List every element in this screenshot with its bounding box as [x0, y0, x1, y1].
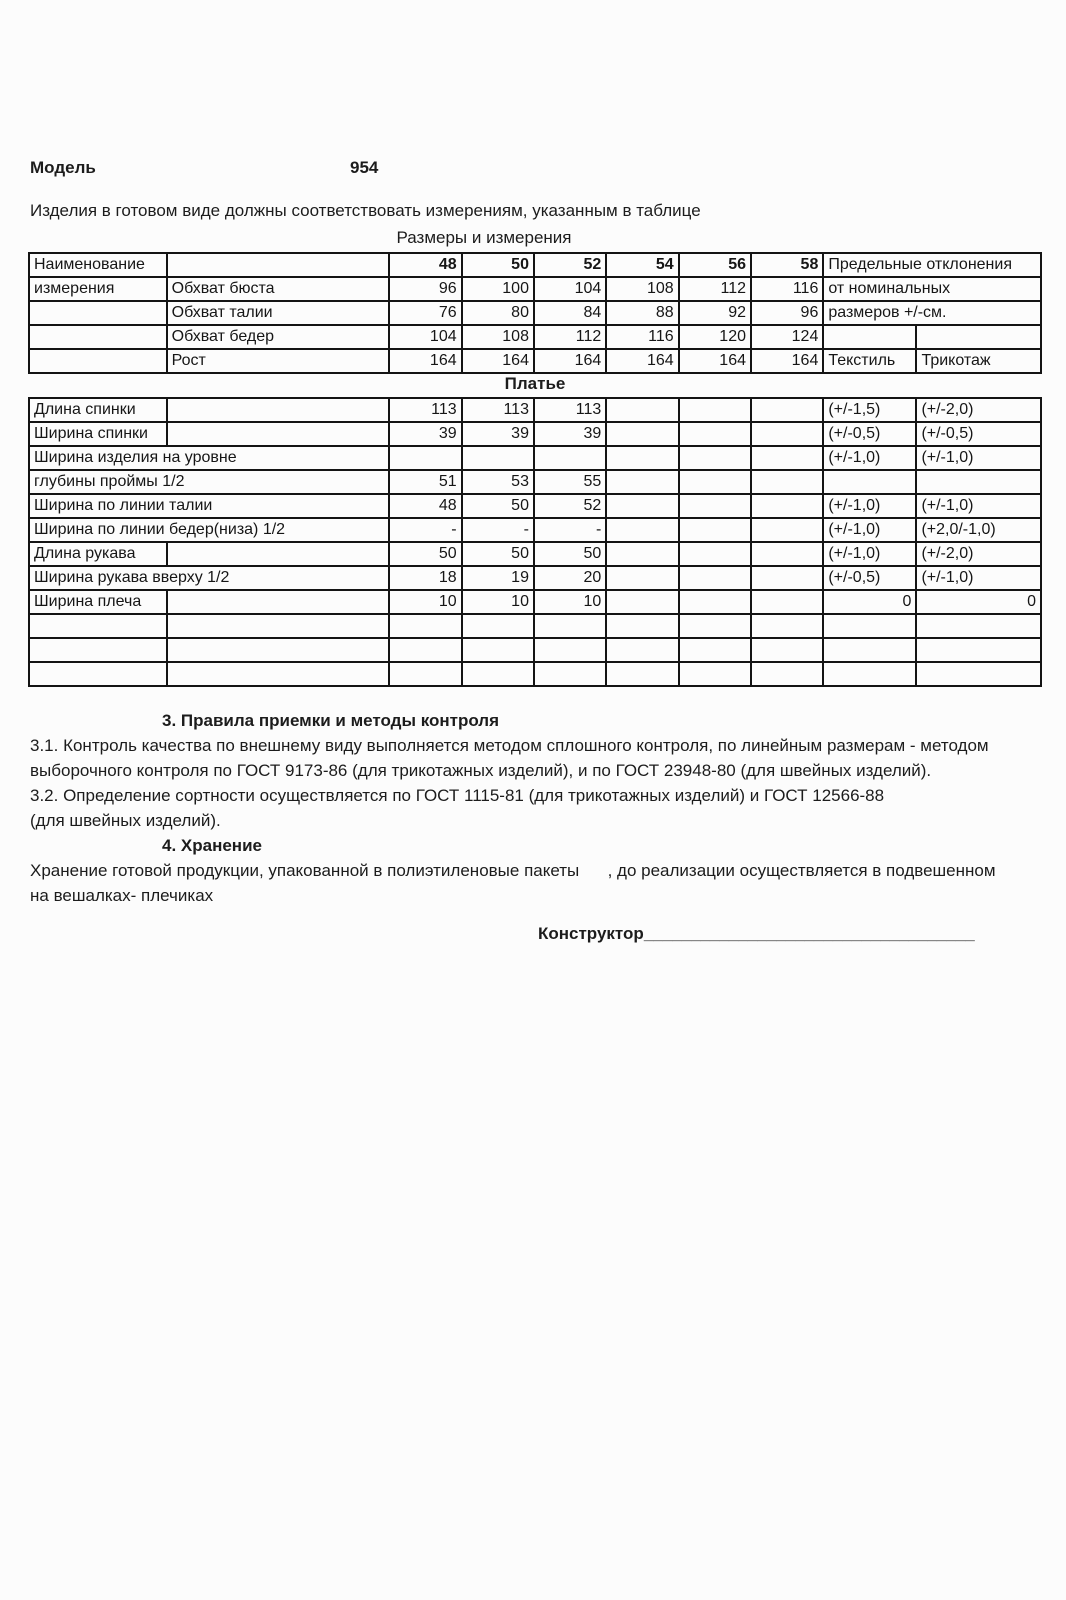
row-label-cell: Ширина по линии бедер(низа) 1/2: [29, 518, 389, 542]
row-label-cell: Обхват бедер: [167, 325, 390, 349]
value-cell: 112: [679, 277, 751, 301]
empty-cell: [167, 422, 390, 446]
value-cell: [751, 422, 823, 446]
value-cell: 108: [462, 325, 534, 349]
text-sections: [30, 708, 1042, 908]
value-cell: 112: [534, 325, 606, 349]
size-header-cell: 58: [751, 253, 823, 277]
empty-cell: [29, 325, 167, 349]
row-label-cell: Длина спинки: [29, 398, 167, 422]
table-row: [29, 325, 1041, 349]
empty-cell: [823, 614, 916, 638]
value-cell: [679, 590, 751, 614]
size-header-cell: 56: [679, 253, 751, 277]
tolerance-knitwear-cell: (+/-2,0): [916, 398, 1041, 422]
paragraph-3-1-line-1: 3.1. Контроль качества по внешнему виду выполняется методом сплошного контроля, по линейным размерам - методом: [30, 736, 989, 755]
size-header-cell: 52: [534, 253, 606, 277]
value-cell: 39: [389, 422, 461, 446]
value-cell: [679, 422, 751, 446]
value-cell: 113: [389, 398, 461, 422]
value-cell: 39: [462, 422, 534, 446]
empty-cell: [916, 662, 1041, 686]
empty-cell: [29, 349, 167, 373]
table-row: [29, 566, 1041, 590]
tolerance-knitwear-cell: (+/-0,5): [916, 422, 1041, 446]
table-row: [29, 446, 1041, 470]
tolerance-note-cell: размеров +/-см.: [823, 301, 1041, 325]
dress-section-label: Платье: [504, 374, 566, 393]
value-cell: 55: [534, 470, 606, 494]
empty-cell: [167, 542, 390, 566]
value-cell: 51: [389, 470, 461, 494]
value-cell: 88: [606, 301, 678, 325]
model-number: 954: [350, 158, 379, 177]
empty-cell: [167, 398, 390, 422]
empty-cell: [534, 638, 606, 662]
value-cell: 104: [534, 277, 606, 301]
empty-cell: [462, 662, 534, 686]
value-cell: 96: [389, 277, 461, 301]
empty-cell: [29, 301, 167, 325]
empty-cell: [389, 662, 461, 686]
size-header-cell: 48: [389, 253, 461, 277]
paragraph-3-1-line-2: выборочного контроля по ГОСТ 9173-86 (для трикотажных изделий), и по ГОСТ 23948-80 (для швейных изделий).: [30, 761, 932, 780]
row-label-cell: глубины проймы 1/2: [29, 470, 389, 494]
table-row: [29, 662, 1041, 686]
row-label-cell: Ширина рукава вверху 1/2: [29, 566, 389, 590]
value-cell: [462, 446, 534, 470]
table-row: [29, 542, 1041, 566]
value-cell: 50: [389, 542, 461, 566]
value-cell: 164: [751, 349, 823, 373]
value-cell: [534, 446, 606, 470]
acceptance-heading: 3. Правила приемки и методы контроля: [162, 711, 500, 730]
value-cell: 50: [462, 494, 534, 518]
value-cell: -: [389, 518, 461, 542]
storage-paragraph-line-2: на вешалках- плечиках: [30, 886, 214, 905]
empty-cell: [823, 662, 916, 686]
row-label-cell: Обхват бюста: [167, 277, 390, 301]
empty-cell: [823, 638, 916, 662]
value-cell: 10: [462, 590, 534, 614]
tolerance-textile-cell: (+/-0,5): [823, 566, 916, 590]
tolerance-textile-cell: (+/-0,5): [823, 422, 916, 446]
value-cell: [679, 446, 751, 470]
row-label-cell: Обхват талии: [167, 301, 390, 325]
row-label-cell: Ширина изделия на уровне: [29, 446, 389, 470]
table-row: [29, 590, 1041, 614]
row-label-cell: Рост: [167, 349, 390, 373]
table-row: [29, 349, 1041, 373]
name-header-cell: измерения: [29, 277, 167, 301]
value-cell: [679, 542, 751, 566]
empty-cell: [29, 662, 167, 686]
textile-header-cell: Текстиль: [823, 349, 916, 373]
value-cell: [606, 494, 678, 518]
value-cell: 19: [462, 566, 534, 590]
value-cell: 80: [462, 301, 534, 325]
value-cell: [751, 470, 823, 494]
empty-cell: [679, 614, 751, 638]
tolerance-knitwear-cell: (+/-1,0): [916, 446, 1041, 470]
name-header-cell: Наименование: [29, 253, 167, 277]
value-cell: 53: [462, 470, 534, 494]
empty-cell: [534, 662, 606, 686]
table-row: [29, 614, 1041, 638]
empty-cell: [29, 614, 167, 638]
value-cell: 116: [751, 277, 823, 301]
storage-paragraph-line-1: Хранение готовой продукции, упакованной в полиэтиленовые пакеты , до реализации осуществляется в подвешенном: [30, 861, 996, 880]
table-row: [29, 638, 1041, 662]
empty-cell: [751, 614, 823, 638]
tolerance-textile-cell: 0: [823, 590, 916, 614]
tolerance-knitwear-cell: 0: [916, 590, 1041, 614]
empty-cell: [389, 638, 461, 662]
value-cell: -: [534, 518, 606, 542]
value-cell: 113: [534, 398, 606, 422]
value-cell: [606, 470, 678, 494]
tolerance-header-cell: Предельные отклонения: [823, 253, 1041, 277]
value-cell: [679, 566, 751, 590]
tolerance-note-cell: от номинальных: [823, 277, 1041, 301]
empty-cell: [167, 614, 390, 638]
tolerance-textile-cell: (+/-1,0): [823, 446, 916, 470]
empty-cell: [389, 614, 461, 638]
row-label-cell: Ширина спинки: [29, 422, 167, 446]
value-cell: [606, 566, 678, 590]
empty-cell: [462, 638, 534, 662]
value-cell: 164: [679, 349, 751, 373]
intro-text: Изделия в готовом виде должны соответствовать измерениям, указанным в таблице: [30, 201, 701, 220]
value-cell: [606, 590, 678, 614]
value-cell: 48: [389, 494, 461, 518]
value-cell: 20: [534, 566, 606, 590]
value-cell: [679, 494, 751, 518]
value-cell: [679, 398, 751, 422]
value-cell: 113: [462, 398, 534, 422]
empty-cell: [679, 638, 751, 662]
model-label: Модель: [30, 158, 96, 177]
designer-label: Конструктор: [538, 924, 644, 943]
value-cell: 76: [389, 301, 461, 325]
value-cell: 92: [679, 301, 751, 325]
tolerance-knitwear-cell: [916, 470, 1041, 494]
value-cell: [679, 518, 751, 542]
tolerance-knitwear-cell: (+/-1,0): [916, 566, 1041, 590]
table-row: [29, 518, 1041, 542]
tolerance-textile-cell: (+/-1,5): [823, 398, 916, 422]
value-cell: 10: [389, 590, 461, 614]
row-label-cell: Длина рукава: [29, 542, 167, 566]
designer-signature: [538, 924, 975, 944]
empty-cell: [679, 662, 751, 686]
empty-cell: [534, 614, 606, 638]
value-cell: [606, 542, 678, 566]
table-row: [29, 277, 1041, 301]
table-row: [29, 470, 1041, 494]
value-cell: 164: [534, 349, 606, 373]
paragraph-3-2-line-2: (для швейных изделий).: [30, 811, 221, 830]
tolerance-textile-cell: (+/-1,0): [823, 518, 916, 542]
tolerance-knitwear-cell: (+/-1,0): [916, 494, 1041, 518]
value-cell: 120: [679, 325, 751, 349]
value-cell: [751, 542, 823, 566]
empty-cell: [462, 614, 534, 638]
row-label-cell: Ширина плеча: [29, 590, 167, 614]
dress-table: [28, 397, 1042, 687]
value-cell: [606, 422, 678, 446]
value-cell: 164: [462, 349, 534, 373]
empty-cell: [167, 662, 390, 686]
value-cell: 108: [606, 277, 678, 301]
value-cell: 18: [389, 566, 461, 590]
value-cell: 50: [534, 542, 606, 566]
size-table: [28, 252, 1042, 374]
empty-cell: [167, 638, 390, 662]
table-row: [29, 494, 1041, 518]
empty-cell: [823, 325, 916, 349]
value-cell: 50: [462, 542, 534, 566]
value-cell: [751, 518, 823, 542]
value-cell: 100: [462, 277, 534, 301]
value-cell: [606, 518, 678, 542]
empty-cell: [167, 590, 390, 614]
value-cell: [751, 590, 823, 614]
empty-cell: [916, 638, 1041, 662]
value-cell: [751, 566, 823, 590]
value-cell: 164: [389, 349, 461, 373]
table-row: [29, 301, 1041, 325]
model-line: [30, 158, 1030, 178]
table-row: [29, 398, 1041, 422]
empty-cell: [29, 638, 167, 662]
value-cell: [679, 470, 751, 494]
designer-signature-line: ___________________________________: [643, 924, 975, 943]
value-cell: 39: [534, 422, 606, 446]
empty-cell: [916, 325, 1041, 349]
knitwear-header-cell: Трикотаж: [916, 349, 1041, 373]
empty-cell: [751, 662, 823, 686]
empty-cell: [751, 638, 823, 662]
value-cell: [606, 398, 678, 422]
table-title: Размеры и измерения: [396, 228, 572, 247]
value-cell: [606, 446, 678, 470]
storage-heading: 4. Хранение: [162, 836, 262, 855]
size-header-cell: 54: [606, 253, 678, 277]
value-cell: 52: [534, 494, 606, 518]
value-cell: [389, 446, 461, 470]
empty-cell: [167, 253, 390, 277]
empty-cell: [606, 614, 678, 638]
tolerance-textile-cell: (+/-1,0): [823, 494, 916, 518]
empty-cell: [606, 662, 678, 686]
value-cell: 84: [534, 301, 606, 325]
value-cell: 10: [534, 590, 606, 614]
tolerance-knitwear-cell: (+2,0/-1,0): [916, 518, 1041, 542]
value-cell: 124: [751, 325, 823, 349]
value-cell: 116: [606, 325, 678, 349]
tolerance-textile-cell: (+/-1,0): [823, 542, 916, 566]
value-cell: 96: [751, 301, 823, 325]
tolerance-textile-cell: [823, 470, 916, 494]
row-label-cell: Ширина по линии талии: [29, 494, 389, 518]
value-cell: 164: [606, 349, 678, 373]
tolerance-knitwear-cell: (+/-2,0): [916, 542, 1041, 566]
value-cell: 104: [389, 325, 461, 349]
size-header-cell: 50: [462, 253, 534, 277]
table-row: [29, 253, 1041, 277]
table-row: [29, 422, 1041, 446]
value-cell: [751, 494, 823, 518]
value-cell: [751, 446, 823, 470]
paragraph-3-2-line-1: 3.2. Определение сортности осуществляется по ГОСТ 1115-81 (для трикотажных изделий) и ГОСТ 12566-88: [30, 786, 885, 805]
value-cell: -: [462, 518, 534, 542]
empty-cell: [916, 614, 1041, 638]
value-cell: [751, 398, 823, 422]
empty-cell: [606, 638, 678, 662]
